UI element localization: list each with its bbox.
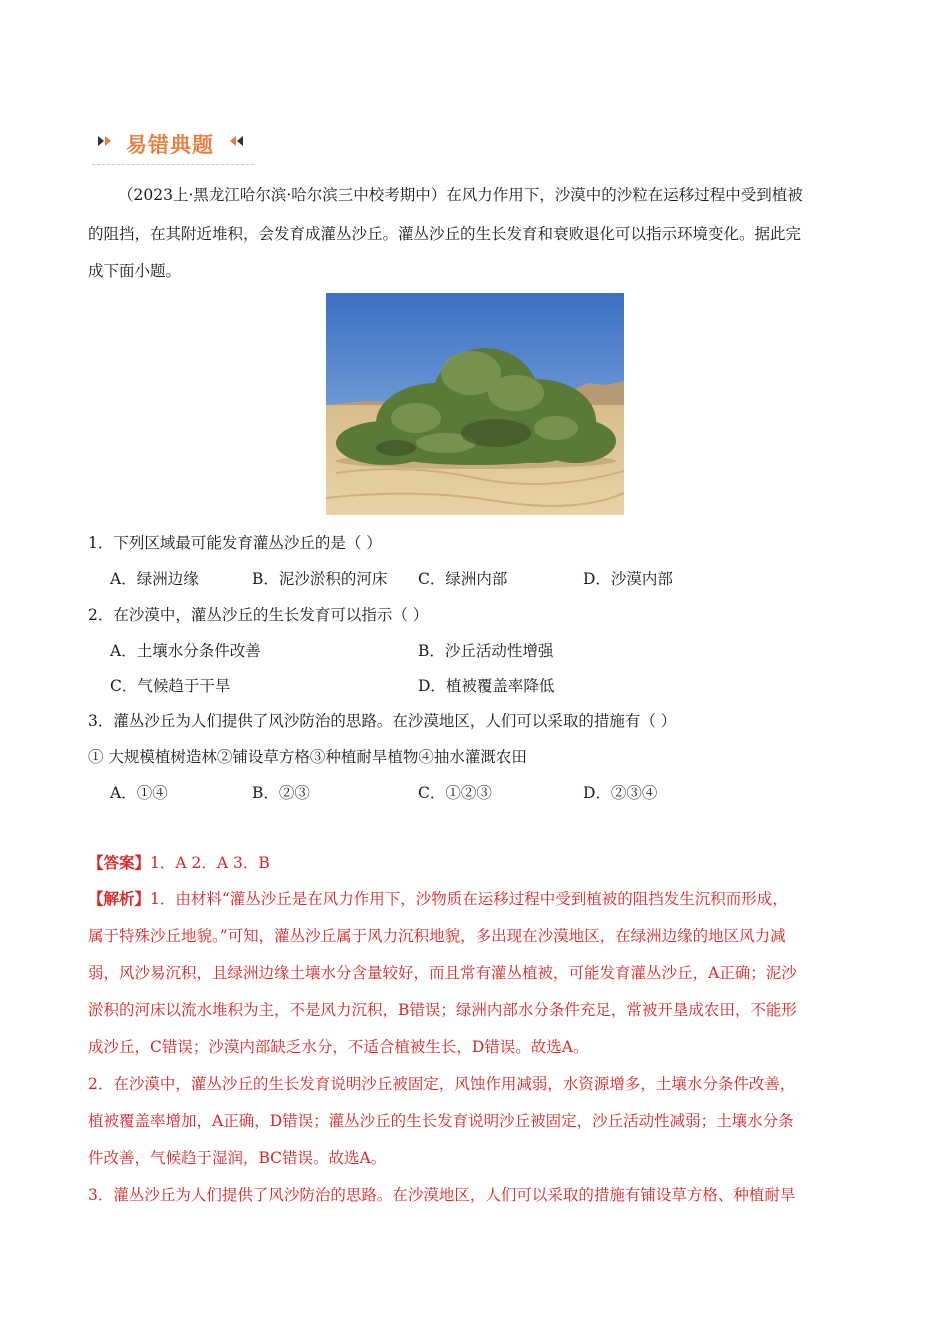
analysis-line: 件改善，气候趋于湿润，BC错误。故选A。 bbox=[88, 1149, 387, 1167]
analysis-line: 植被覆盖率增加，A正确，D错误；灌丛沙丘的生长发育说明沙丘被固定，沙丘活动性减弱；土壤水分条 bbox=[88, 1112, 794, 1130]
option-b: B．泥沙淤积的河床 bbox=[252, 570, 388, 588]
option-c: C．气候趋于干旱 bbox=[110, 677, 231, 695]
option-a: A．土壤水分条件改善 bbox=[110, 642, 261, 660]
analysis-line: 淤积的河床以流水堆积为主，不是风力沉积，B错误；绿洲内部水分条件充足，常被开垦成农田，不能形 bbox=[88, 1001, 797, 1019]
right-arrow-icon bbox=[105, 136, 111, 146]
analysis-label: 【解析】 bbox=[88, 889, 151, 908]
shrub-dune-photo bbox=[326, 293, 624, 515]
option-c: C．绿洲内部 bbox=[418, 570, 508, 588]
option-b: B．②③ bbox=[252, 784, 310, 802]
intro-line: 成下面小题。 bbox=[88, 262, 182, 280]
analysis-line: 成沙丘，C错误；沙漠内部缺乏水分，不适合植被生长，D错误。故选A。 bbox=[88, 1038, 589, 1056]
left-arrow-icon bbox=[237, 136, 243, 146]
analysis-line: 3．灌丛沙丘为人们提供了风沙防治的思路。在沙漠地区，人们可以采取的措施有铺设草方格、种植耐旱 bbox=[88, 1186, 796, 1204]
section-title: 易错典题 bbox=[126, 133, 214, 157]
option-d: D．沙漠内部 bbox=[583, 570, 673, 588]
intro-line: （2023上·黑龙江哈尔滨·哈尔滨三中校考期中）在风力作用下，沙漠中的沙粒在运移过程中受到植被 bbox=[118, 186, 803, 204]
analysis-line bbox=[88, 887, 788, 909]
right-arrow-icon bbox=[98, 136, 104, 146]
analysis-line: 弱，风沙易沉积，且绿洲边缘土壤水分含量较好，而且常有灌丛植被，可能发育灌丛沙丘，A正确；泥沙 bbox=[88, 964, 797, 982]
analysis-line: 2．在沙漠中，灌丛沙丘的生长发育说明沙丘被固定，风蚀作用减弱，水资源增多，土壤水分条件改善， bbox=[88, 1075, 796, 1093]
option-c: C．①②③ bbox=[418, 784, 492, 802]
question-stem: 2．在沙漠中，灌丛沙丘的生长发育可以指示（ ） bbox=[88, 606, 429, 624]
answer-line bbox=[88, 851, 270, 873]
question-stem: 3．灌丛沙丘为人们提供了风沙防治的思路。在沙漠地区，人们可以采取的措施有（ ） bbox=[88, 712, 677, 730]
answer-text: 1．A 2．A 3．B bbox=[150, 854, 270, 872]
answer-label: 【答案】 bbox=[88, 853, 151, 872]
question-sub-items: ① 大规模植树造林②铺设草方格③种植耐旱植物④抽水灌溉农田 bbox=[88, 748, 527, 766]
left-arrow-icon bbox=[230, 136, 236, 146]
analysis-line: 属于特殊沙丘地貌。”可知，灌丛沙丘属于风力沉积地貌，多出现在沙漠地区，在绿洲边缘的地区风力减 bbox=[88, 927, 786, 945]
option-d: D．②③④ bbox=[583, 784, 658, 802]
question-stem: 1．下列区域最可能发育灌丛沙丘的是（ ） bbox=[88, 534, 382, 552]
option-d: D．植被覆盖率降低 bbox=[418, 677, 555, 695]
analysis-text: 1．由材料“灌丛沙丘是在风力作用下，沙物质在运移过程中受到植被的阻挡发生沉积而形成， bbox=[150, 890, 788, 908]
intro-line: 的阻挡，在其附近堆积，会发育成灌丛沙丘。灌丛沙丘的生长发育和衰败退化可以指示环境变化。据此完 bbox=[88, 225, 802, 243]
option-a: A．绿洲边缘 bbox=[110, 570, 199, 588]
option-b: B．沙丘活动性增强 bbox=[418, 642, 554, 660]
option-a: A．①④ bbox=[110, 784, 168, 802]
section-heading bbox=[92, 124, 254, 165]
